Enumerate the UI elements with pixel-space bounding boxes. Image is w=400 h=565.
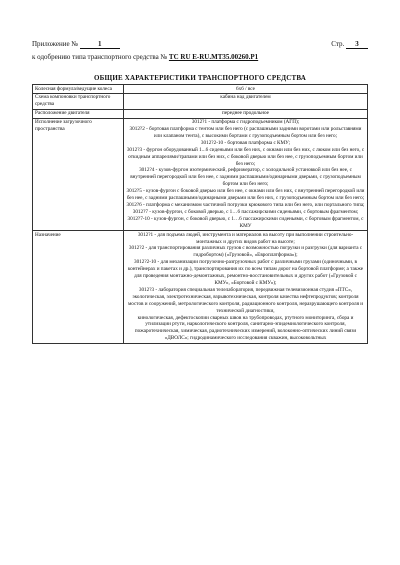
row-label: Исполнение загрузочного пространства	[33, 118, 124, 231]
appendix-prefix: Приложение №	[32, 40, 78, 48]
row-label: Назначение	[33, 231, 124, 344]
row-label: Расположение двигателя	[33, 109, 124, 118]
purpose-item: кинологическая, дефектоскопии сварных швов на трубопроводах, ртутного мониторинга, сбора и утилизации ртути, наркологического контроля, санитарно-эпидемиологического контроля, пожаротехническая, химическая, радиотехнических измерений, волоконно-оптических линий связи «ДВОЛС»; гидродинамического исследования скважин, высоковольтных	[134, 314, 357, 342]
purpose-item: 3012?2-10 - для механизации погрузочно-разгрузочных работ с различными грузами (одиночными, в контейнерах и пакетах и др.), транспортирования их по всем типам дорог на бортовой платформе; а также для проведения монтажно-демонтажных, ремонтно-восстановительных и других работ («Грузовой с КМУ», «Бортовой с КМУ»);	[127, 259, 364, 286]
approval-prefix: к одобрению типа транспортного средства №	[32, 53, 168, 61]
table-row	[33, 231, 368, 344]
row-value: кабина над двигателем	[124, 93, 368, 109]
appendix-label	[32, 40, 120, 49]
row-value: 6x6 / все	[124, 85, 368, 94]
body-variant-item: 3012?3 - фургон оборудованный 1...6 сиденьями или без них, с окнами или без них, с люком или без него, с откидным аппарелями/трапами или без них, с боковой дверью или без нее, с грузоподъемным бортом или без него;	[126, 146, 365, 167]
row-label: Колесная формула/ведущие колеса	[33, 85, 124, 94]
table-row	[33, 85, 368, 94]
table-row	[33, 109, 368, 118]
body-variant-item: 3012?2-10 - бортовая платформа с КМУ;	[200, 139, 291, 146]
body-variant-item: 3012?5 - кузов-фургон с боковой дверью или без нее, с окнами или без них, с внутренней перегородкой или без нее, с задними распашными/одинарными дверьми или без них, с грузоподъемным бортом или без него;	[126, 188, 365, 202]
purpose-item: 3012?2 - для транспортирования различных грузов с возможностью погрузки и разгрузки (для варианта с гидробортом) («Грузовой», «Европлатформа»);	[128, 245, 363, 259]
body-variant-item: 3012?2 - бортовая платформа с тентом или без него (с распашными задними воротами или рольставнями или клапаном тента), с высокими бортами с грузоподъемным бортом или без него;	[129, 126, 362, 139]
body-variant-item: 3012?6 - платформа с механизмом частичной погрузки крюкового типа или без него, или портального типа;	[126, 202, 365, 208]
body-variant-item: 3012?4 - кузов-фургон изотермический, рефрижератор, с холодильной установкой или без нее, с внутренней перегородкой или без нее, с задними распашными/одинарными дверьми, с грузоподъемным бортом или без него;	[130, 167, 361, 188]
page-number: 3	[346, 40, 368, 49]
row-value	[124, 118, 368, 231]
approval-number: TC RU E-RU.МТ35.00260.Р1	[168, 53, 259, 61]
characteristics-table	[32, 84, 368, 344]
row-value	[124, 231, 368, 344]
body-variant-item: 3012?7-10 - кузов-фургон, с боковой дверью, с 1…6 пассажирскими сиденьями, с бортовым фрагментом, с КМУ	[127, 215, 364, 229]
purpose-item: 3012?3 - лаборатория специальная телелаборатория, передвижная телевизионная студия «ПТС», экологическая, электротехническая, взрывотехническая, контроля качества нефтепродуктов; контроля мостов и сооружений, метрологического контроля, радиационного контроля, неразрушающего контроля и технической диагностики,	[127, 286, 364, 314]
body-variant-item: 3012?7 - кузов-фургон, с боковой дверью, с 1…6 пассажирскими сиденьями, с бортовым фрагментом;	[132, 208, 359, 215]
page-label	[331, 40, 368, 49]
page-prefix: Стр.	[331, 40, 345, 48]
body-variant-item: 3012?1 - платформа с гидроподъемником (АГП);	[191, 119, 300, 126]
row-label: Схема компоновки транспортного средства	[33, 93, 124, 109]
row-value: переднее продольное	[124, 109, 368, 118]
table-row	[33, 118, 368, 231]
purpose-item: 3012?1 - для подъема людей, инструмента и материалов на высоту при выполнении строительно-монтажных и других видов работ на высоте;	[137, 231, 354, 245]
section-title: ОБЩИЕ ХАРАКТЕРИСТИКИ ТРАНСПОРТНОГО СРЕДСТВА	[93, 74, 307, 82]
appendix-number: 1	[80, 40, 120, 49]
approval-line	[32, 53, 368, 61]
table-row	[33, 93, 368, 109]
appendix-header	[32, 40, 368, 50]
